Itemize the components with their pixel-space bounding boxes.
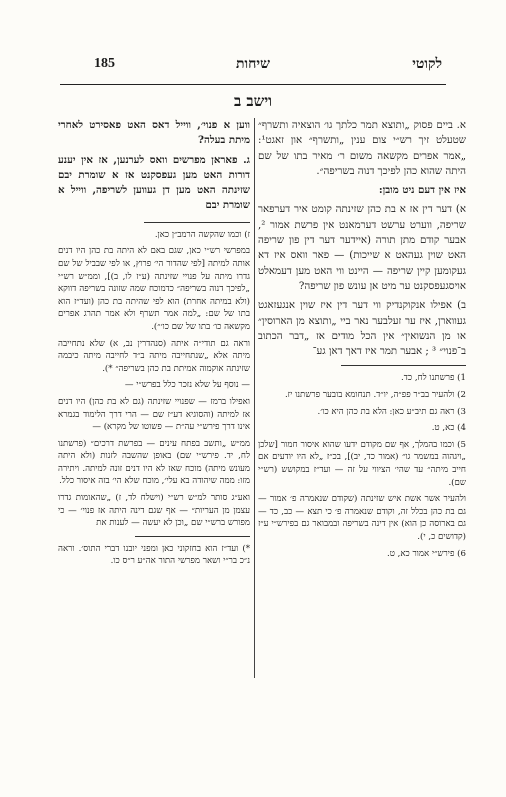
note-contradiction: ואע״ג סותר למ״ש רש״י (וישלח לד, ז) „שהאומות גדרו עצמן מן העריות״ — אף שגם דינה היתה אז פנוי׳ — כי מפורש ברש״י שם „וכן לא יעשה — לענות את: [58, 493, 250, 529]
para-alef: א. ביים פסוק „ותוצא תמר כלתך גו׳ הוצאיה ותשרף״ שטעלט זיך רש״י צום ענין „ותשרף״ און זאגט¹: „אמר אפרים מקשאה משום ר׳ מאיר בתו של שם היתה שהוא כהן לפיכך דנוה בשריפה״.: [258, 120, 466, 177]
running-title: שיחות: [236, 56, 270, 72]
left-column: [58, 118, 250, 675]
star-footnote-rule: [135, 536, 250, 537]
footnote-rule: [341, 365, 466, 366]
footnote: 2) ולהעיר בב״ר פפ״ה, יו״ד. תנחומא בובער פרשתנו יז.: [284, 390, 466, 401]
note-body: במפרשי רש״י כאן, שגם באם לא היתה בת כהן היו דנים אותה למיתה [לפי שהדור הי׳ פרוץ, או לפי שבביל של שם גדרו מיתה על פנויי שזינתה (ע״ז לו, ב)], וממ״ש רש״י „לפיכך דנוה בשריפה״ כדמוכח שמה שזונה בשריפה דווקא (ולא במיתה אחרת) הוא לפי שהיתה בת כהן (ועד״ז הוא בתו של שם: „למה אמר תשרף ולא אמר תהרג אפרים מקשאה כו׳ בתו של שם כו׳״).: [58, 246, 250, 332]
page-header: [56, 56, 450, 80]
footnote: 4) כא, ט.: [431, 423, 466, 434]
page-number: 185: [94, 56, 115, 71]
para-gimel: ג. פאראן מפרשים וואס לערנען, אז אין יענע דורות האט מען געפסקנט אז א שומרת יבם שזינתה האט מען דן געווען לשריפה, ווייל א שומרת יבם: [58, 153, 250, 212]
book-title: לקוטי: [412, 56, 442, 72]
para-question-2: ב) אפילו אנקוקנדיק ווי דער דין איז שוין אנגעזאגט געווארן, איז ער זעלבער נאר ביי „ותוצא מן הארוסין״ או מן הנשואין״ אין הכל מודים אז „דבר הכתוב ב־פנוי״ ³ ; אבער תמר איז דאך דאן גע־: [258, 300, 466, 358]
footnote: 3) ראה גם תיב״ע כאן: הלא בת כהן היא כו׳.: [317, 406, 466, 417]
footnotes-right: [258, 372, 466, 560]
header-rule: [60, 84, 446, 85]
note-dash-2: ואפילו ברמז — שפנויי שזינתה (גם לא בת כהן) היו דנים אז למיתה (והסוגיא דע״ז שם — הרי דרך הלימוד בגמרא אינו דרך פירש״י עה״ת — פשוטו של מקרא) —: [58, 396, 250, 433]
note-proof: ממ״ש „ותשב בפתח עינים — בפרשת דרכים״ (פרשתנו לח, יד. פירש״י שם) באופן שהשבה לזנות (ולא היתה מעונש מיתה) מוכח שאז לא היו דנים זונה למיתה. ויתירה מזו: ממה שיהודה בא עלי׳, מוכח שלא הי׳ בזה איסור כלל.: [58, 438, 250, 487]
footnote: 1) פרשתנו לח, כד.: [401, 373, 466, 384]
note-7: ז) וכמו שהקשה הרמב״ן כאן.: [154, 229, 250, 240]
footnote: ולהעיר אשר אשת איש שזינתה (שקודם שנאמרה פ׳ אמור — גם בת כהן בכלל זה, וקודם שנאמרה פ׳ כי תצא — כב, כד — גם בארוסה כן הוא) אין דינה בשריפה ובמבואר גם בפירש״י ע״ז (קדושים כ, י).: [258, 494, 466, 542]
para-continuation: ווען א פנוי׳, ווייל דאס האט פאסירט לאחרי מיתת בעלה?: [58, 119, 250, 147]
right-column: [258, 118, 466, 675]
column-divider: [254, 118, 255, 678]
notes-rule: [144, 222, 250, 223]
note-see-also: וראה גם תודי״ה איתה (סנהדרין נב, א) שלא נתחייבה מיתה אלא „שנתחייבה מיתה ב״ד לחייבה מיתה כיבמה שזינתה אוקמוה אמיתת בת כהן בשריפה״ *).: [58, 338, 250, 374]
note-dash-1: — נוסף על שלא נזכר כלל בפרש״י —: [124, 380, 250, 391]
notes-left: [58, 229, 250, 568]
parsha-title: וישב ב: [233, 92, 273, 110]
footnote: 6) פירש״י אמור כא, ט.: [386, 548, 466, 559]
footnote: 5) וכמו בהמלך, אף שם מקודם ידעו שהוא איסור חמור [שלכן „ויגהוה במשמר גו״ (אמור כד, יב)], בכ״ז „לא היו יודעים אם חייב מיתה״ עד שהי׳ הציווי על זה — ועד״ז במקושש (רש״י שם).: [258, 439, 466, 488]
question-line: איז אין דעם ניט מובן:: [378, 184, 466, 197]
para-question-1: א) דער דין אז א בת כהן שזינתה קומט איר דערפאר שריפה, ווערט ערשט דערמאנט אין פרשת אמור ², אבער קודם מתן תורה (איידער דער דין פון שריפה האט שוין געהאט א שייכות) — פאר וואס איז דא געקומען קיין שריפה — היינט ווי האט מען דעמאלט אויסגעפסקנט ער מיט אן עונש פון שריפה?: [258, 204, 466, 292]
star-footnote: *) ועד״ז הוא בחזקוני כאן ומפני יובנו דברי התוס׳. וראה נ״כ בר״י ושאר מפרשי התור אה״ע ר״ס כו.: [58, 543, 250, 567]
